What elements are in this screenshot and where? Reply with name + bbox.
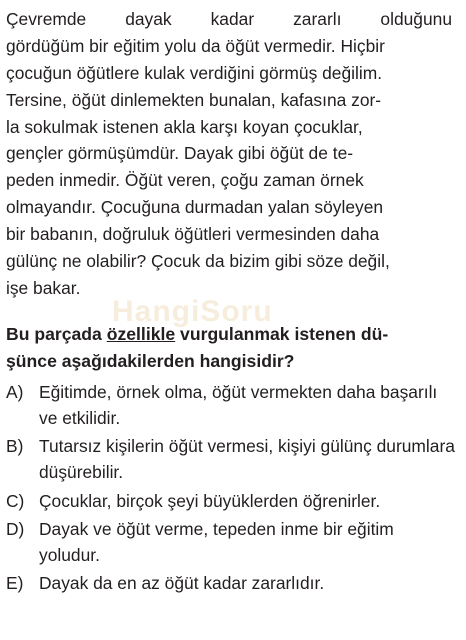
passage-line-1 <box>6 6 452 33</box>
passage-word: olduğunu <box>380 9 452 29</box>
passage-line-11: işe bakar. <box>6 277 81 298</box>
option-a[interactable] <box>6 379 456 431</box>
option-b[interactable] <box>6 433 456 485</box>
option-d[interactable] <box>6 516 456 568</box>
question-line-2: şünce aşağıdakilerden hangisidir? <box>6 350 295 371</box>
question-text-after: vurgulanmak istenen dü- <box>175 324 389 344</box>
option-letter: A) <box>6 382 24 402</box>
passage-line-3: çocuğun öğütlere kulak verdiğini görmüş değilim. <box>6 62 383 83</box>
passage-word: kadar <box>210 9 255 29</box>
question-underlined-word: özellikle <box>106 324 176 344</box>
option-text: Dayak ve öğüt verme, tepeden inme bir eğitim yoludur. <box>39 518 394 565</box>
passage-line-9: bir babanın, doğruluk öğütleri vermesinden daha <box>6 224 380 245</box>
question-line-1 <box>6 321 452 348</box>
passage-line-10: gülünç ne olabilir? Çocuk da bizim gibi söze değil, <box>6 251 390 272</box>
answer-options <box>6 379 456 598</box>
question-stem <box>6 321 452 375</box>
option-text: Eğitimde, örnek olma, öğüt vermekten daha başarılı ve etkilidir. <box>39 382 438 428</box>
passage-word: dayak <box>125 9 172 29</box>
option-letter: D) <box>6 518 25 539</box>
question-text-before: Bu parçada <box>6 324 107 344</box>
passage-line-6: gençler görmüşümdür. Dayak gibi öğüt de te- <box>6 143 354 164</box>
passage-line-5: la sokulmak istenen akla karşı koyan çocuklar, <box>6 116 363 137</box>
passage-word: zararlı <box>293 9 342 29</box>
option-letter: C) <box>6 490 25 511</box>
option-e[interactable] <box>6 570 456 596</box>
reading-passage <box>6 6 452 302</box>
passage-line-4: Tersine, öğüt dinlemekten bunalan, kafasına zor- <box>6 89 382 110</box>
option-text: Dayak da en az öğüt kadar zararlıdır. <box>39 573 325 594</box>
passage-word: Çevremde <box>6 9 87 29</box>
option-text: Tutarsız kişilerin öğüt vermesi, kişiyi gülünç durumlara düşürebilir. <box>39 436 455 483</box>
passage-line-2: gördüğüm bir eğitim yolu da öğüt vermedir. Hiçbir <box>6 35 385 56</box>
passage-line-7: peden inmedir. Öğüt veren, çoğu zaman örnek <box>6 170 364 191</box>
option-letter: B) <box>6 436 24 457</box>
option-c[interactable] <box>6 488 456 514</box>
option-letter: E) <box>6 573 24 594</box>
option-text: Çocuklar, birçok şeyi büyüklerden öğrenirler. <box>39 490 381 511</box>
watermark-text: HangiSoru <box>112 295 273 328</box>
passage-line-8: olmayandır. Çocuğuna durmadan yalan söyleyen <box>6 197 384 218</box>
